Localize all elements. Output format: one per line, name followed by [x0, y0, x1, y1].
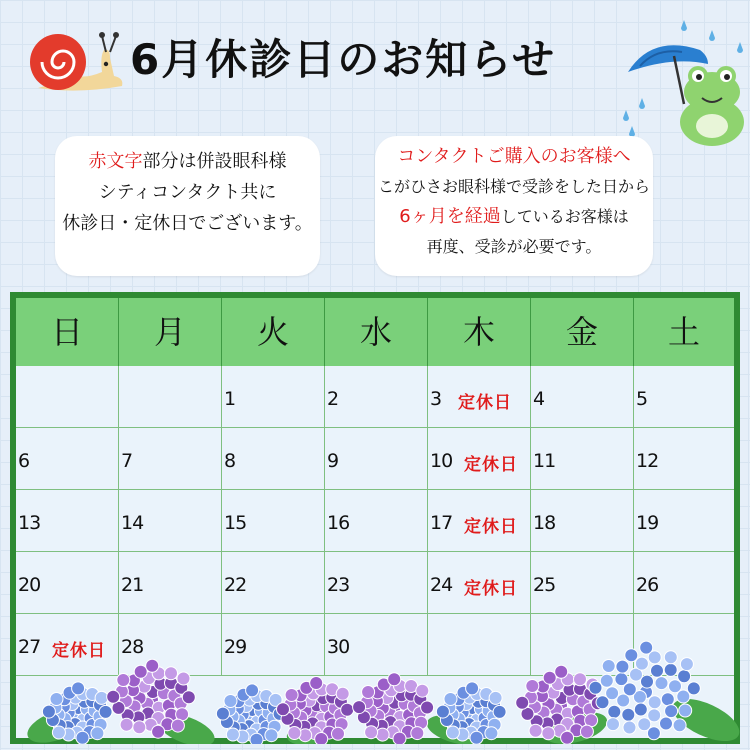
- day-number: 14: [121, 512, 144, 534]
- day-number: 7: [121, 450, 133, 472]
- weekday-label: 木: [428, 298, 531, 366]
- calendar-day-cell: [531, 428, 634, 490]
- weekday-label: 金: [531, 298, 634, 366]
- calendar-day-cell: [325, 490, 428, 552]
- calendar-day-cell: [634, 428, 734, 490]
- day-number: 28: [121, 636, 144, 658]
- calendar-day-cell: [16, 428, 119, 490]
- day-number: 3: [430, 388, 442, 410]
- day-number: 1: [224, 388, 236, 410]
- calendar-day-cell: [119, 490, 222, 552]
- weekday-header: [16, 298, 734, 366]
- day-number: 15: [224, 512, 247, 534]
- day-number: 12: [636, 450, 659, 472]
- calendar-day-cell: [222, 428, 325, 490]
- day-number: 2: [327, 388, 339, 410]
- calendar-day-cell: [16, 366, 119, 428]
- day-number: 20: [18, 574, 41, 596]
- calendar-day-cell: [428, 552, 531, 614]
- calendar-day-cell: [119, 552, 222, 614]
- notice-heading: コンタクトご購入のお客様へ: [397, 146, 631, 167]
- day-number: 26: [636, 574, 659, 596]
- calendar-day-cell: [531, 552, 634, 614]
- notice-text: こがひさお眼科様で受診をした日から: [377, 177, 650, 196]
- day-number: 10: [430, 450, 453, 472]
- weekday-label: 日: [16, 298, 119, 366]
- day-number: 9: [327, 450, 339, 472]
- closed-day-label: 定休日: [464, 579, 518, 599]
- day-number: 5: [636, 388, 648, 410]
- weekday-label: 火: [222, 298, 325, 366]
- day-number: 21: [121, 574, 144, 596]
- day-number: 13: [18, 512, 41, 534]
- notice-text: 再度、受診が必要です。: [426, 237, 602, 256]
- closed-day-label: 定休日: [464, 517, 518, 537]
- closed-day-label: 定休日: [458, 393, 512, 413]
- closed-day-label: 定休日: [464, 455, 518, 475]
- calendar-day-cell: [634, 366, 734, 428]
- calendar-week-row: [16, 552, 734, 614]
- notice-right: [375, 136, 653, 276]
- calendar-day-cell: [531, 490, 634, 552]
- snail-icon: [18, 28, 128, 98]
- notice-text: しているお客様は: [500, 207, 629, 226]
- calendar-week-row: [16, 428, 734, 490]
- calendar-day-cell: [634, 552, 734, 614]
- day-number: 18: [533, 512, 556, 534]
- day-number: 22: [224, 574, 247, 596]
- notice-left: [55, 136, 320, 276]
- calendar-day-cell: [325, 366, 428, 428]
- calendar-week-row: [16, 490, 734, 552]
- notice-text: シティコンタクト共に: [98, 182, 277, 203]
- notice-red-text: 6ヶ月を経過: [399, 206, 501, 227]
- day-number: 8: [224, 450, 236, 472]
- calendar-day-cell: [325, 428, 428, 490]
- day-number: 19: [636, 512, 659, 534]
- day-number: 4: [533, 388, 545, 410]
- calendar-day-cell: [222, 552, 325, 614]
- weekday-label: 月: [119, 298, 222, 366]
- page-title: 6月休診日のお知らせ: [130, 35, 556, 84]
- notice-text: 休診日・定休日でございます。: [62, 213, 313, 234]
- day-number: 23: [327, 574, 350, 596]
- day-number: 11: [533, 450, 556, 472]
- calendar-day-cell: [222, 366, 325, 428]
- day-number: 25: [533, 574, 556, 596]
- day-number: 24: [430, 574, 453, 596]
- calendar-day-cell: [325, 552, 428, 614]
- day-number: 16: [327, 512, 350, 534]
- weekday-label: 水: [325, 298, 428, 366]
- calendar-day-cell: [16, 552, 119, 614]
- day-number: 6: [18, 450, 30, 472]
- calendar-week-row: [16, 366, 734, 428]
- calendar-day-cell: [119, 428, 222, 490]
- closed-day-label: 定休日: [52, 641, 106, 661]
- calendar-day-cell: [428, 428, 531, 490]
- frog-umbrella-icon: [612, 6, 750, 148]
- calendar-day-cell: [16, 490, 119, 552]
- day-number: 30: [327, 636, 350, 658]
- weekday-label: 土: [667, 313, 700, 351]
- calendar-day-cell: [428, 366, 531, 428]
- calendar-day-cell: [428, 490, 531, 552]
- day-number: 29: [224, 636, 247, 658]
- hydrangea-decoration: [16, 630, 740, 744]
- day-number: 27: [18, 636, 41, 658]
- calendar-day-cell: [222, 490, 325, 552]
- calendar-day-cell: [634, 490, 734, 552]
- calendar-day-cell: [119, 366, 222, 428]
- day-number: 17: [430, 512, 453, 534]
- notice-red-text: 赤文字: [88, 151, 143, 172]
- calendar-day-cell: [531, 366, 634, 428]
- notice-text: 部分は併設眼科様: [142, 151, 287, 172]
